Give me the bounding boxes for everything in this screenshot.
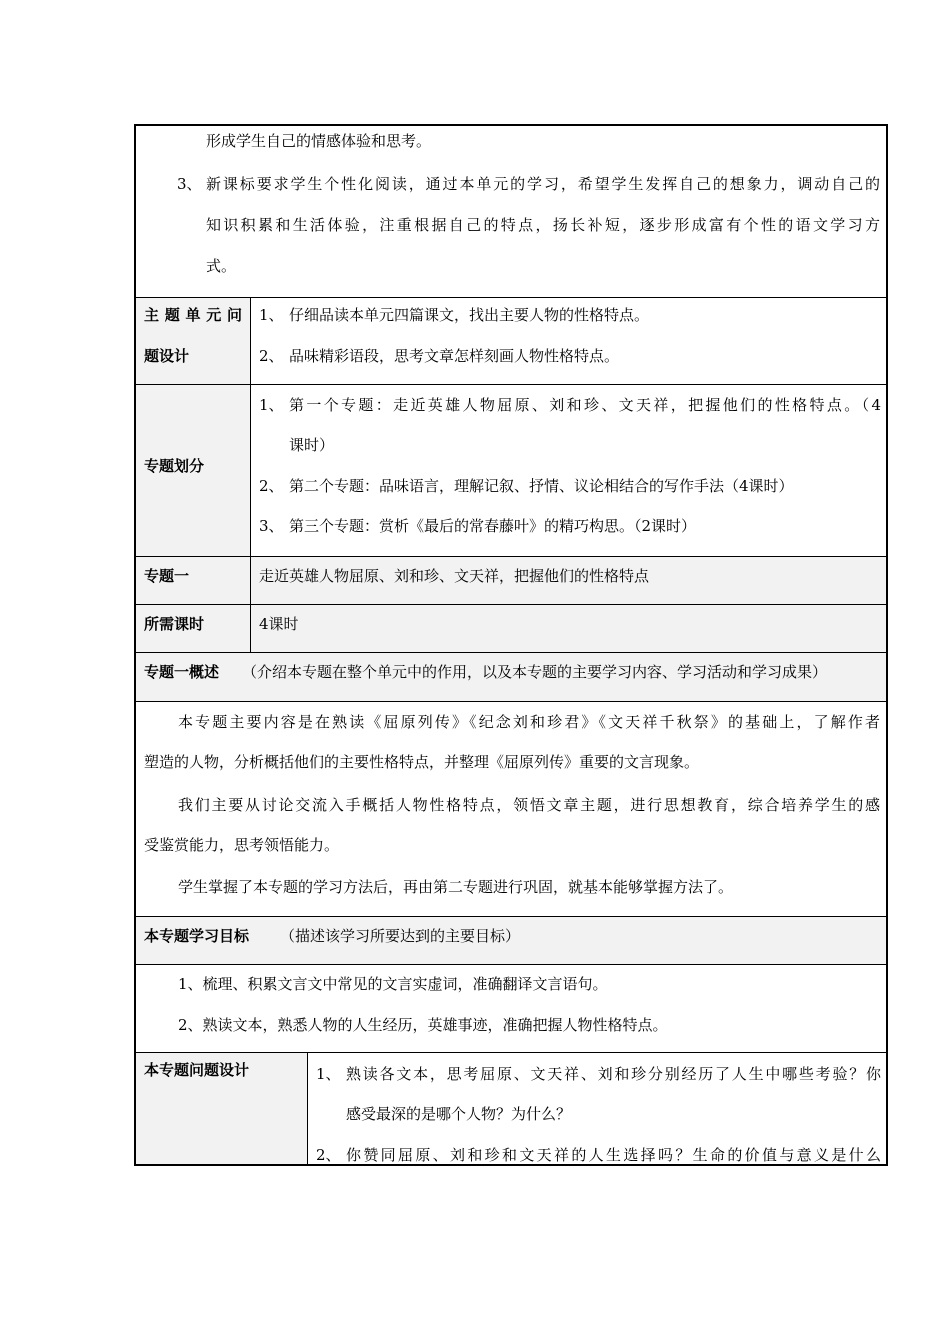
overview-hint: （介绍本专题在整个单元中的作用，以及本专题的主要学习内容、学习活动和学习成果） xyxy=(242,663,828,681)
unit-questions-label-line-1: 主题单元问 xyxy=(144,306,242,324)
topic-question-1-line-1: 熟读各文本，思考屈原、文天祥、刘和珍分别经历了人生中哪些考验？你 xyxy=(346,1065,881,1083)
topic-3: 第三个专题：赏析《最后的常春藤叶》的精巧构思。（2课时） xyxy=(289,517,697,535)
topic-question-1-number: 1、 xyxy=(316,1065,341,1083)
row-divider xyxy=(134,964,888,965)
unit-questions-label-line-2: 题设计 xyxy=(144,347,190,365)
hours-label: 所需课时 xyxy=(144,615,205,633)
topic-question-2-number: 2、 xyxy=(316,1146,341,1164)
goal-2: 2、熟读文本，熟悉人物的人生经历，英雄事迹，准确把握人物性格特点。 xyxy=(178,1016,668,1034)
topic-1-line-2: 课时） xyxy=(289,436,335,454)
intro-item3-line-3: 式。 xyxy=(206,257,237,275)
unit-question-2: 品味精彩语段，思考文章怎样刻画人物性格特点。 xyxy=(289,347,620,365)
intro-item3-number: 3、 xyxy=(177,175,202,193)
goals-label: 本专题学习目标 xyxy=(144,927,250,945)
topic-question-2-line-1: 你赞同屈原、刘和珍和文天祥的人生选择吗？生命的价值与意义是什么 xyxy=(346,1146,881,1164)
overview-paragraph-1-line-2: 塑造的人物，分析概括他们的主要性格特点，并整理《屈原列传》重要的文言现象。 xyxy=(144,753,700,771)
topic-2-number: 2、 xyxy=(259,477,284,495)
row-divider xyxy=(134,652,888,653)
unit-question-2-number: 2、 xyxy=(259,347,284,365)
topic1-value: 走近英雄人物屈原、刘和珍、文天祥，把握他们的性格特点 xyxy=(259,567,650,585)
topic-1-number: 1、 xyxy=(259,396,284,414)
topic-2: 第二个专题：品味语言，理解记叙、抒情、议论相结合的写作手法（4课时） xyxy=(289,477,794,495)
intro-item3-line-1: 新课标要求学生个性化阅读，通过本单元的学习，希望学生发挥自己的想象力，调动自己的 xyxy=(206,175,880,193)
overview-label: 专题一概述 xyxy=(144,663,220,681)
topics-label: 专题划分 xyxy=(144,457,205,475)
column-divider xyxy=(307,1052,308,1165)
overview-paragraph-1-line-1: 本专题主要内容是在熟读《屈原列传》《纪念刘和珍君》《文天祥千秋祭》的基础上，了解作者 xyxy=(178,713,880,731)
row-divider xyxy=(134,916,888,917)
row-divider xyxy=(134,556,888,557)
row-divider xyxy=(134,297,888,298)
hours-value: 4课时 xyxy=(259,615,299,633)
row-divider xyxy=(134,701,888,702)
unit-question-1: 仔细品读本单元四篇课文，找出主要人物的性格特点。 xyxy=(289,306,650,324)
overview-paragraph-2-line-2: 受鉴赏能力，思考领悟能力。 xyxy=(144,836,340,854)
goals-hint: （描述该学习所要达到的主要目标） xyxy=(280,927,521,945)
row-divider xyxy=(134,604,888,605)
row-divider xyxy=(134,1052,888,1053)
unit-question-1-number: 1、 xyxy=(259,306,284,324)
goal-1: 1、梳理、积累文言文中常见的文言实虚词，准确翻译文言语句。 xyxy=(178,975,608,993)
topic-1-line-1: 第一个专题：走近英雄人物屈原、刘和珍、文天祥，把握他们的性格特点。（4 xyxy=(289,396,881,414)
document-table xyxy=(134,124,888,1166)
topic-questions-label: 本专题问题设计 xyxy=(144,1061,250,1079)
topic1-label: 专题一 xyxy=(144,567,190,585)
overview-paragraph-3: 学生掌握了本专题的学习方法后，再由第二专题进行巩固，就基本能够掌握方法了。 xyxy=(178,878,734,896)
intro-item3-line-2: 知识积累和生活体验，注重根据自己的特点，扬长补短，逐步形成富有个性的语文学习方 xyxy=(206,216,880,234)
row-divider xyxy=(134,384,888,385)
overview-paragraph-2-line-1: 我们主要从讨论交流入手概括人物性格特点，领悟文章主题，进行思想教育，综合培养学生的感 xyxy=(178,796,880,814)
intro-line-1: 形成学生自己的情感体验和思考。 xyxy=(206,132,432,150)
topic-question-1-line-2: 感受最深的是哪个人物？为什么？ xyxy=(346,1105,572,1123)
column-divider xyxy=(250,297,251,652)
topic-3-number: 3、 xyxy=(259,517,284,535)
